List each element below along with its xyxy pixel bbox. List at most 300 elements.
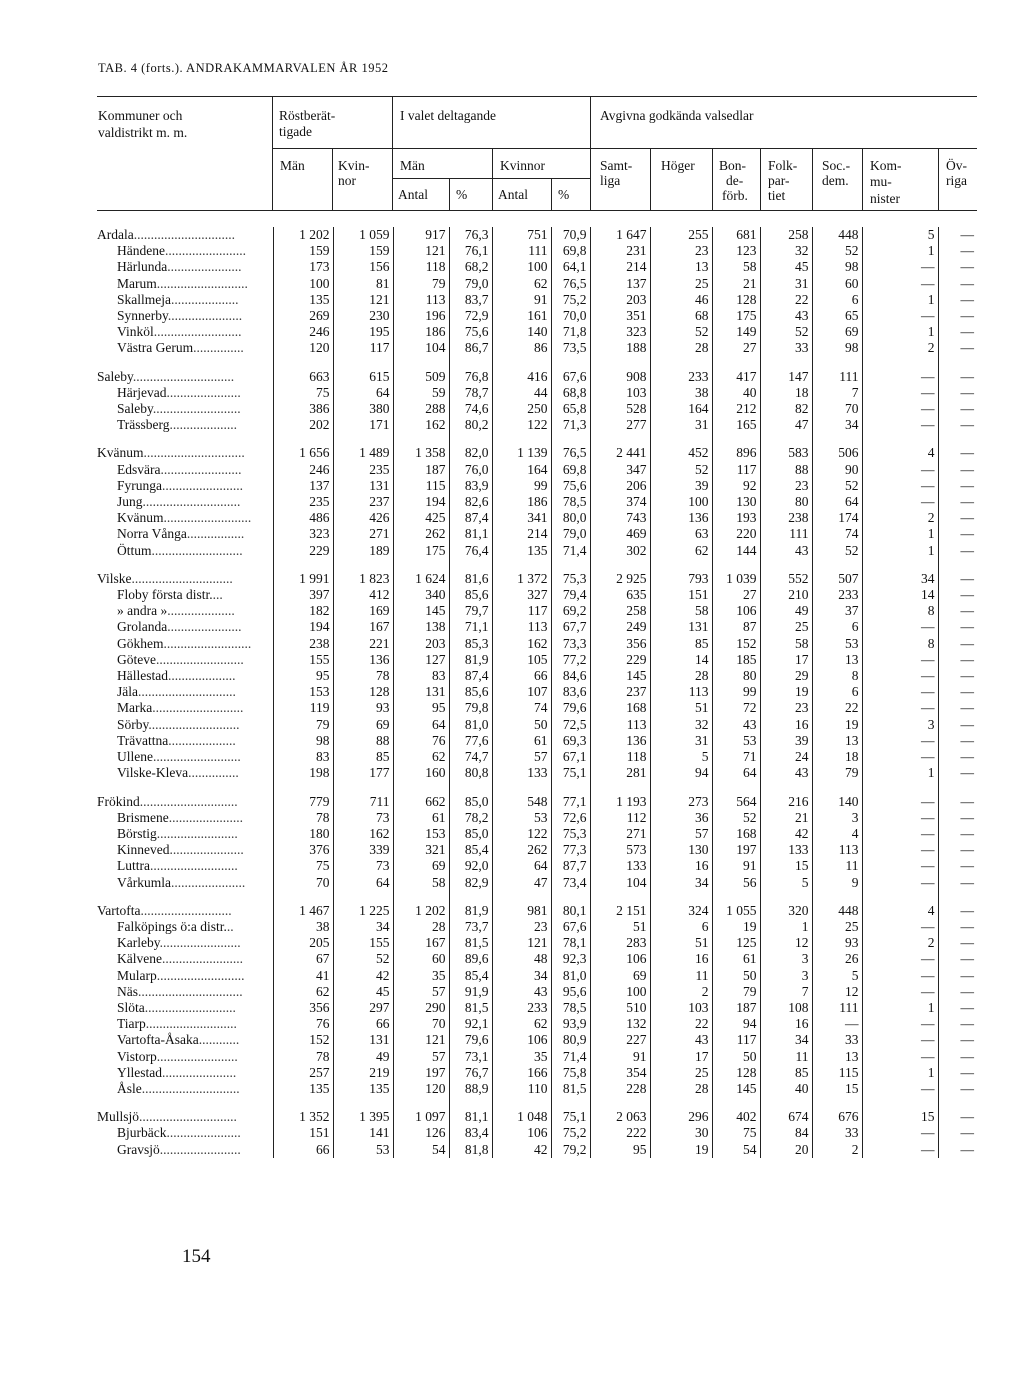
header-folkpartiet: par- xyxy=(768,173,790,188)
cell-value: 122 xyxy=(492,826,551,842)
cell-value: — xyxy=(960,918,974,934)
cell-value: 100 xyxy=(492,259,551,275)
cell-value: — xyxy=(960,494,974,510)
row-name: Göteve.......................... xyxy=(97,652,273,668)
cell-value: 283 xyxy=(590,935,650,951)
cell-value: 51 xyxy=(590,919,650,935)
cell-value: 87 xyxy=(712,619,760,635)
cell-value: 4 xyxy=(862,445,938,461)
header-ovriga: Öv- xyxy=(946,158,967,173)
cell-value: 18 xyxy=(812,749,862,765)
cell-value: 63 xyxy=(650,526,712,542)
cell-value: 29 xyxy=(760,668,812,684)
cell-value: — xyxy=(960,340,974,356)
cell-value: 78,5 xyxy=(551,494,590,510)
cell-value: 64 xyxy=(812,494,862,510)
cell-value: 32 xyxy=(650,717,712,733)
cell-value: 327 xyxy=(492,587,551,603)
cell-value: 58 xyxy=(712,259,760,275)
cell-value: 235 xyxy=(273,494,333,510)
cell-value: 17 xyxy=(650,1049,712,1065)
cell-value: 6 xyxy=(650,919,712,935)
cell-value: 23 xyxy=(650,243,712,259)
vrule xyxy=(650,148,651,210)
leader-dots: .............................. xyxy=(143,445,245,461)
cell-value: 15 xyxy=(862,1109,938,1125)
group-spacer xyxy=(97,433,977,445)
cell-value: 69,3 xyxy=(551,733,590,749)
cell-value: 113 xyxy=(492,619,551,635)
leader-dots: ............................... xyxy=(138,983,243,999)
cell-value: 65,8 xyxy=(551,401,590,417)
leader-dots: ...................... xyxy=(167,619,242,635)
cell-value: 125 xyxy=(712,935,760,951)
cell-value: 69,8 xyxy=(551,462,590,478)
cell-value: 171 xyxy=(333,417,393,433)
cell-value: 44 xyxy=(492,385,551,401)
cell-value: 108 xyxy=(760,1000,812,1016)
cell-value: — xyxy=(960,684,974,700)
cell-value: 166 xyxy=(492,1065,551,1081)
cell-value: 185 xyxy=(712,652,760,668)
cell-value: 57 xyxy=(650,826,712,842)
district-row xyxy=(97,968,977,984)
cell-value: 75,2 xyxy=(551,1125,590,1141)
district-row xyxy=(97,875,977,891)
cell-value: 76,7 xyxy=(449,1065,492,1081)
cell-value: 175 xyxy=(712,308,760,324)
cell-value: 16 xyxy=(650,858,712,874)
cell-value: 28 xyxy=(650,1081,712,1097)
cell-value: 81,8 xyxy=(449,1142,492,1158)
cell-value: 323 xyxy=(273,526,333,542)
cell-value: 81,5 xyxy=(551,1081,590,1097)
cell-value: 448 xyxy=(812,227,862,243)
row-name: Västra Gerum............... xyxy=(97,340,273,356)
cell-value: 121 xyxy=(492,935,551,951)
cell-value: 15 xyxy=(812,1081,862,1097)
cell-value: 229 xyxy=(590,652,650,668)
cell-value: — xyxy=(862,462,938,478)
cell-value: 98 xyxy=(812,259,862,275)
cell-value: 187 xyxy=(393,462,449,478)
cell-value: 1 624 xyxy=(393,571,449,587)
cell-value: 67,1 xyxy=(551,749,590,765)
cell-value: — xyxy=(960,732,974,748)
cell-value: 246 xyxy=(273,462,333,478)
district-row xyxy=(97,951,977,967)
cell-value: 981 xyxy=(492,903,551,919)
cell-value: 4 xyxy=(862,903,938,919)
row-name: Karleby........................ xyxy=(97,935,273,951)
district-row xyxy=(97,308,977,324)
cell-value: 25 xyxy=(812,919,862,935)
cell-value: 187 xyxy=(712,1000,760,1016)
cell-value: 53 xyxy=(492,810,551,826)
header-samtliga: liga xyxy=(600,173,621,188)
header-antal: Antal xyxy=(398,187,428,202)
cell-value: — xyxy=(862,308,938,324)
cell-value: 159 xyxy=(333,243,393,259)
cell-value: 85 xyxy=(760,1065,812,1081)
cell-value: 73,7 xyxy=(449,919,492,935)
cell-value: 5 xyxy=(760,875,812,891)
row-name: Vårkumla...................... xyxy=(97,875,273,891)
cell-value: 136 xyxy=(650,510,712,526)
cell-value: 85 xyxy=(333,749,393,765)
cell-value: 197 xyxy=(393,1065,449,1081)
cell-value: 140 xyxy=(812,794,862,810)
cell-value: 751 xyxy=(492,227,551,243)
cell-value: 64,1 xyxy=(551,259,590,275)
cell-value: 50 xyxy=(492,717,551,733)
cell-value: 74 xyxy=(812,526,862,542)
leader-dots: .......................... xyxy=(153,324,242,340)
cell-value: 1 467 xyxy=(273,903,333,919)
cell-value: 20 xyxy=(760,1142,812,1158)
cell-value: 228 xyxy=(590,1081,650,1097)
header-pct: % xyxy=(456,187,468,202)
cell-value: 61 xyxy=(712,951,760,967)
cell-value: 711 xyxy=(333,794,393,810)
cell-value: 397 xyxy=(273,587,333,603)
cell-value: 79 xyxy=(712,984,760,1000)
cell-value: 73,1 xyxy=(449,1049,492,1065)
row-name: Kvänum.............................. xyxy=(97,445,273,461)
kommun-row xyxy=(97,369,977,385)
cell-value: 222 xyxy=(590,1125,650,1141)
cell-value: 37 xyxy=(812,603,862,619)
cell-value: 23 xyxy=(760,478,812,494)
cell-value: 90 xyxy=(812,462,862,478)
cell-value: 68,8 xyxy=(551,385,590,401)
cell-value: 57 xyxy=(492,749,551,765)
row-name: Frökind............................. xyxy=(97,794,273,810)
cell-value: 221 xyxy=(333,636,393,652)
cell-value: 64 xyxy=(712,765,760,781)
cell-value: 743 xyxy=(590,510,650,526)
leader-dots: ........................... xyxy=(152,700,244,716)
cell-value: — xyxy=(862,919,938,935)
header-avgivna: Avgivna godkända valsedlar xyxy=(600,108,754,123)
cell-value: 47 xyxy=(492,875,551,891)
leader-dots: .................... xyxy=(169,417,238,433)
cell-value: 57 xyxy=(393,984,449,1000)
cell-value: 2 063 xyxy=(590,1109,650,1125)
header-samtliga: Samt- xyxy=(600,158,633,173)
cell-value: 34 xyxy=(862,571,938,587)
cell-value: 58 xyxy=(650,603,712,619)
row-name: Grolanda...................... xyxy=(97,619,273,635)
cell-value: 95 xyxy=(273,668,333,684)
group-spacer xyxy=(97,1097,977,1109)
cell-value: 2 xyxy=(862,935,938,951)
leader-dots: .............................. xyxy=(132,368,235,384)
cell-value: 212 xyxy=(712,401,760,417)
leader-dots: ........................... xyxy=(144,999,236,1015)
cell-value: 79,6 xyxy=(551,700,590,716)
cell-value: 250 xyxy=(492,401,551,417)
cell-value: 70 xyxy=(273,875,333,891)
cell-value: 324 xyxy=(650,903,712,919)
cell-value: 76,3 xyxy=(449,227,492,243)
cell-value: 111 xyxy=(812,1000,862,1016)
cell-value: 1 055 xyxy=(712,903,760,919)
cell-value: — xyxy=(960,603,974,619)
cell-value: 94 xyxy=(650,765,712,781)
cell-value: 80,2 xyxy=(449,417,492,433)
row-name: Vilske-Kleva............... xyxy=(97,765,273,781)
cell-value: 78,2 xyxy=(449,810,492,826)
cell-value: 564 xyxy=(712,794,760,810)
header-kommunister: nister xyxy=(870,191,900,206)
cell-value: 71,8 xyxy=(551,324,590,340)
cell-value: — xyxy=(960,259,974,275)
cell-value: 81,5 xyxy=(449,935,492,951)
row-name: Ullene.......................... xyxy=(97,749,273,765)
leader-dots: .......................... xyxy=(150,858,238,874)
cell-value: 67 xyxy=(273,951,333,967)
cell-value: — xyxy=(862,826,938,842)
cell-value: 189 xyxy=(333,543,393,559)
cell-value: 72,5 xyxy=(551,717,590,733)
cell-value: 80,8 xyxy=(449,765,492,781)
cell-value: 128 xyxy=(333,684,393,700)
leader-dots: .......................... xyxy=(155,651,244,667)
cell-value: 5 xyxy=(812,968,862,984)
district-row xyxy=(97,1081,977,1097)
leader-dots: ............................. xyxy=(139,793,238,809)
cell-value: 30 xyxy=(650,1125,712,1141)
cell-value: 548 xyxy=(492,794,551,810)
cell-value: 281 xyxy=(590,765,650,781)
cell-value: 81,0 xyxy=(449,717,492,733)
cell-value: 106 xyxy=(492,1125,551,1141)
cell-value: 2 xyxy=(650,984,712,1000)
cell-value: 155 xyxy=(333,935,393,951)
cell-value: 507 xyxy=(812,571,862,587)
row-name: Tiarp........................... xyxy=(97,1016,273,1032)
kommun-row xyxy=(97,445,977,461)
cell-value: 238 xyxy=(273,636,333,652)
row-name: Falköpings ö:a distr... xyxy=(97,919,273,935)
cell-value: — xyxy=(960,384,974,400)
cell-value: 39 xyxy=(650,478,712,494)
cell-value: 779 xyxy=(273,794,333,810)
cell-value: — xyxy=(960,874,974,890)
cell-value: 135 xyxy=(273,292,333,308)
cell-value: 75,6 xyxy=(449,324,492,340)
cell-value: 18 xyxy=(760,385,812,401)
cell-value: 100 xyxy=(650,494,712,510)
district-row xyxy=(97,636,977,652)
row-name: Härjevad...................... xyxy=(97,385,273,401)
cell-value: 674 xyxy=(760,1109,812,1125)
cell-value: 137 xyxy=(273,478,333,494)
row-name: Gravsjö........................ xyxy=(97,1142,273,1158)
cell-value: 19 xyxy=(812,717,862,733)
cell-value: 1 991 xyxy=(273,571,333,587)
cell-value: 140 xyxy=(492,324,551,340)
cell-value: 78,1 xyxy=(551,935,590,951)
row-name: » andra ».................... xyxy=(97,603,273,619)
cell-value: 340 xyxy=(393,587,449,603)
cell-value: — xyxy=(862,1125,938,1141)
leader-dots: .................... xyxy=(171,291,239,307)
leader-dots: ........................... xyxy=(156,275,248,291)
header-socdem: Soc.- xyxy=(822,158,851,173)
cell-value: 168 xyxy=(712,826,760,842)
leader-dots: .................... xyxy=(168,732,236,748)
cell-value: 3 xyxy=(760,951,812,967)
cell-value: 206 xyxy=(590,478,650,494)
header-ovriga: riga xyxy=(946,173,967,188)
cell-value: — xyxy=(862,684,938,700)
cell-value: 85,0 xyxy=(449,794,492,810)
cell-value: 80 xyxy=(760,494,812,510)
cell-value: 72,6 xyxy=(551,810,590,826)
cell-value: 1 193 xyxy=(590,794,650,810)
cell-value: 50 xyxy=(712,968,760,984)
cell-value: 138 xyxy=(393,619,449,635)
cell-value: 1 xyxy=(862,543,938,559)
cell-value: 448 xyxy=(812,903,862,919)
cell-value: — xyxy=(862,700,938,716)
cell-value: — xyxy=(960,587,974,603)
cell-value: 7 xyxy=(760,984,812,1000)
district-row xyxy=(97,749,977,765)
cell-value: 73,3 xyxy=(551,636,590,652)
cell-value: — xyxy=(960,401,974,417)
vrule xyxy=(272,96,273,210)
cell-value: 6 xyxy=(812,684,862,700)
cell-value: 76,4 xyxy=(449,543,492,559)
cell-value: 177 xyxy=(333,765,393,781)
cell-value: 510 xyxy=(590,1000,650,1016)
cell-value: 162 xyxy=(333,826,393,842)
row-name: Fyrunga........................ xyxy=(97,478,273,494)
cell-value: — xyxy=(862,733,938,749)
row-name: Vartofta-Åsaka............ xyxy=(97,1032,273,1048)
cell-value: 1 xyxy=(862,292,938,308)
row-name: Sörby........................... xyxy=(97,717,273,733)
kommun-row xyxy=(97,794,977,810)
cell-value: 111 xyxy=(492,243,551,259)
cell-value: 351 xyxy=(590,308,650,324)
cell-value: — xyxy=(960,1080,974,1096)
leader-dots: ...................... xyxy=(167,308,243,324)
cell-value: 49 xyxy=(760,603,812,619)
cell-value: 56 xyxy=(712,875,760,891)
cell-value: 76,5 xyxy=(551,445,590,461)
cell-value: 64 xyxy=(393,717,449,733)
cell-value: 83,6 xyxy=(551,684,590,700)
cell-value: 81,9 xyxy=(449,652,492,668)
cell-value: 249 xyxy=(590,619,650,635)
district-row xyxy=(97,1000,977,1016)
cell-value: 65 xyxy=(812,308,862,324)
cell-value: 174 xyxy=(812,510,862,526)
leader-dots: ........................... xyxy=(151,542,243,558)
cell-value: 43 xyxy=(712,717,760,733)
cell-value: 159 xyxy=(273,243,333,259)
cell-value: 356 xyxy=(273,1000,333,1016)
leader-dots: .......................... xyxy=(163,510,252,526)
row-name: Händene........................ xyxy=(97,243,273,259)
district-row xyxy=(97,619,977,635)
header-valet: I valet deltagande xyxy=(400,108,496,123)
leader-dots: ...................... xyxy=(169,842,244,858)
cell-value: 95 xyxy=(393,700,449,716)
row-name: Näs............................... xyxy=(97,984,273,1000)
leader-dots: ............................. xyxy=(141,1080,240,1096)
cell-value: 583 xyxy=(760,445,812,461)
cell-value: 23 xyxy=(760,700,812,716)
cell-value: 1 xyxy=(760,919,812,935)
cell-value: — xyxy=(960,793,974,809)
cell-value: 35 xyxy=(492,1049,551,1065)
row-name: Bjurbäck...................... xyxy=(97,1125,273,1141)
cell-value: — xyxy=(960,291,974,307)
cell-value: 85,6 xyxy=(449,587,492,603)
cell-value: 1 097 xyxy=(393,1109,449,1125)
cell-value: 156 xyxy=(333,259,393,275)
cell-value: — xyxy=(960,1125,974,1141)
row-name: Synnerby...................... xyxy=(97,308,273,324)
cell-value: 2 xyxy=(812,1142,862,1158)
district-row xyxy=(97,1125,977,1141)
cell-value: 663 xyxy=(273,369,333,385)
group-spacer xyxy=(97,559,977,571)
cell-value: 1 xyxy=(862,1000,938,1016)
cell-value: 164 xyxy=(650,401,712,417)
cell-value: — xyxy=(862,1081,938,1097)
header-man: Män xyxy=(280,158,305,173)
cell-value: — xyxy=(960,461,974,477)
cell-value: 151 xyxy=(273,1125,333,1141)
page-number: 154 xyxy=(182,1246,211,1267)
cell-value: 43 xyxy=(650,1032,712,1048)
cell-value: 19 xyxy=(760,684,812,700)
cell-value: 273 xyxy=(650,794,712,810)
cell-value: — xyxy=(960,651,974,667)
cell-value: 220 xyxy=(712,526,760,542)
cell-value: 1 352 xyxy=(273,1109,333,1125)
cell-value: 45 xyxy=(333,984,393,1000)
cell-value: — xyxy=(960,1016,974,1032)
vrule xyxy=(449,178,450,210)
cell-value: 210 xyxy=(760,587,812,603)
cell-value: 92,3 xyxy=(551,951,590,967)
cell-value: 296 xyxy=(650,1109,712,1125)
cell-value: 1 358 xyxy=(393,445,449,461)
leader-dots: ...................... xyxy=(166,1125,241,1141)
cell-value: — xyxy=(862,668,938,684)
row-name: Marka........................... xyxy=(97,700,273,716)
header-valet-kvinnor: Kvinnor xyxy=(500,158,545,173)
cell-value: 374 xyxy=(590,494,650,510)
header-kommunister: mu- xyxy=(870,174,892,189)
cell-value: 48 xyxy=(492,951,551,967)
cell-value: 615 xyxy=(333,369,393,385)
cell-value: — xyxy=(960,1032,974,1048)
cell-value: — xyxy=(862,619,938,635)
cell-value: 43 xyxy=(760,543,812,559)
district-row xyxy=(97,1049,977,1065)
cell-value: 34 xyxy=(650,875,712,891)
cell-value: 28 xyxy=(650,340,712,356)
cell-value: 302 xyxy=(590,543,650,559)
